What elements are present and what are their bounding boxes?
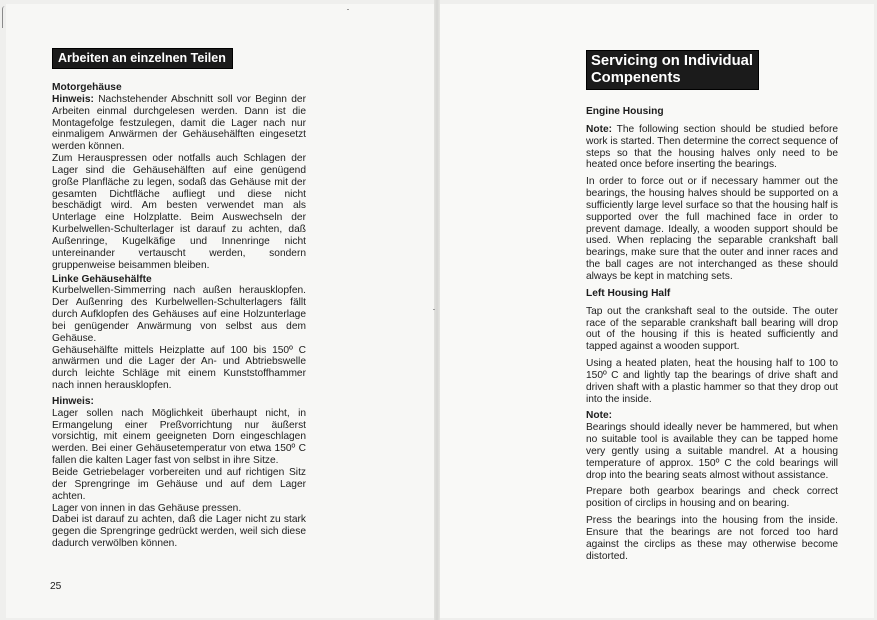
english-note-1-label: Note: xyxy=(586,123,613,135)
german-hinweis-1-text: Nachstehender Abschnitt soll vor Beginn der Arbeiten einmal durchgelesen werden. Dann ist die Montagefolge festzulegen, damit die Lager nach nur einmaligem Anwärmen der Gehäusehälften eingesetzt werden können. xyxy=(52,93,306,153)
german-column xyxy=(52,48,306,550)
german-paragraph-1: Zum Herauspressen oder notfalls auch Schlagen der Lager sind die Gehäusehälften auf eine genügend große Planfläche zu legen, sodaß das Gehäuse mit der gesamten Dichtfläche aufliegt und diese nicht beschädigt wird. Am besten verwendet man als Unterlage eine Holzplatte. Beim Auswechseln der Kurbelwellen-Schulterlager ist darauf zu achten, daß Außenringe, Kugelkäfige und Innenringe nicht untereinander vertauscht werden, sondern gruppenweise beisammen bleiben. xyxy=(52,153,306,271)
german-section-linke-gehaeusehaelfte: Linke Gehäusehälfte xyxy=(52,273,152,285)
english-note-1 xyxy=(586,124,838,171)
german-paragraph-4: Lager sollen nach Möglichkeit überhaupt nicht, in Ermangelung einer Preßvorrichtung nur äußerst vorsichtig, mit einem geeigneten Dorn eingeschlagen werden. Bei einer Gehäusetemperatur von etwa 150º C fallen die kalten Lager fast von selbst in ihre Sitze. xyxy=(52,407,306,467)
speck xyxy=(347,9,349,10)
page-edge-mark xyxy=(2,6,6,28)
english-paragraph-1: In order to force out or if necessary hammer out the bearings, the housing halves should be supported on a sufficiently large level surface so that the housing half is supported over the full machined face in order to prevent damage. Ideally, a wooden support should be used. When replacing the separable crankshaft ball bearings, make sure that the outer and inner races and the ball cages are not interchanged as these should always be kept in matching sets. xyxy=(586,176,838,282)
english-paragraph-2: Tap out the crankshaft seal to the outside. The outer race of the separable crankshaft ball bearing will drop out of the housing if this is heated sufficiently and tapped against a wooden support. xyxy=(586,305,838,353)
german-heading: Arbeiten an einzelnen Teilen xyxy=(52,48,233,69)
english-paragraph-6: Press the bearings into the housing from the inside. Ensure that the bearings are not forced too hard against the circlips as these may otherwise become distorted. xyxy=(586,515,838,562)
german-paragraph-7: Dabei ist darauf zu achten, daß die Lager nicht zu stark gegen die Sprengringe gedrückt werden, weil sich diese dadurch verwölben können. xyxy=(52,514,306,550)
english-heading: Servicing on Individual Compenents xyxy=(586,50,759,90)
german-paragraph-5: Beide Getriebelager vorbereiten und auf richtigen Sitz der Sprengringe im Gehäuse und auf dem Lager achten. xyxy=(52,467,306,502)
english-section-left-housing-half: Left Housing Half xyxy=(586,287,671,299)
speck xyxy=(433,309,435,310)
english-section-engine-housing: Engine Housing xyxy=(586,106,664,117)
english-paragraph-3: Using a heated platen, heat the housing half to 100 to 150º C and lightly tap the bearings of drive shaft and driven shaft with a plastic hammer so that they drop out into the inside. xyxy=(586,358,838,405)
german-hinweis-1 xyxy=(52,94,306,153)
german-paragraph-3: Gehäusehälfte mittels Heizplatte auf 100 bis 150º C anwärmen und die Lager der An- und Abtriebswelle durch leichte Schläge mit einem Kunststoffhammer nach innen herausklopfen. xyxy=(52,344,306,392)
german-section-motorgehaeuse: Motorgehäuse xyxy=(52,82,122,93)
english-note-1-text: The following section should be studied before work is started. Then determine the correct sequence of steps so that the housing halves only need to be heated once before inserting the bearings. xyxy=(586,123,839,171)
german-hinweis-1-label: Hinweis: xyxy=(52,93,94,105)
english-paragraph-4: Bearings should ideally never be hammered, but when no suitable tool is available they can be tapped home very gently using a suitable mandrel. At a housing temperature of approx. 150º C the cold bearings will drop into the bearing seats almost without assistance. xyxy=(586,422,838,481)
english-note-2-label: Note: xyxy=(586,410,613,422)
german-paragraph-2: Kurbelwellen-Simmerring nach außen herausklopfen. Der Außenring des Kurbelwellen-Schulterlagers fällt durch Aufklopfen des Gehäuses auf eine Holzunterlage bei genügender Anwärmung von selbst aus dem Gehäuse. xyxy=(52,285,306,344)
page-number: 25 xyxy=(50,581,62,592)
german-hinweis-2-label: Hinweis: xyxy=(52,395,94,407)
english-column xyxy=(586,50,838,568)
english-paragraph-5: Prepare both gearbox bearings and check correct position of circlips in housing and on bearing. xyxy=(586,486,838,510)
german-paragraph-6: Lager von innen in das Gehäuse pressen. xyxy=(52,502,242,514)
